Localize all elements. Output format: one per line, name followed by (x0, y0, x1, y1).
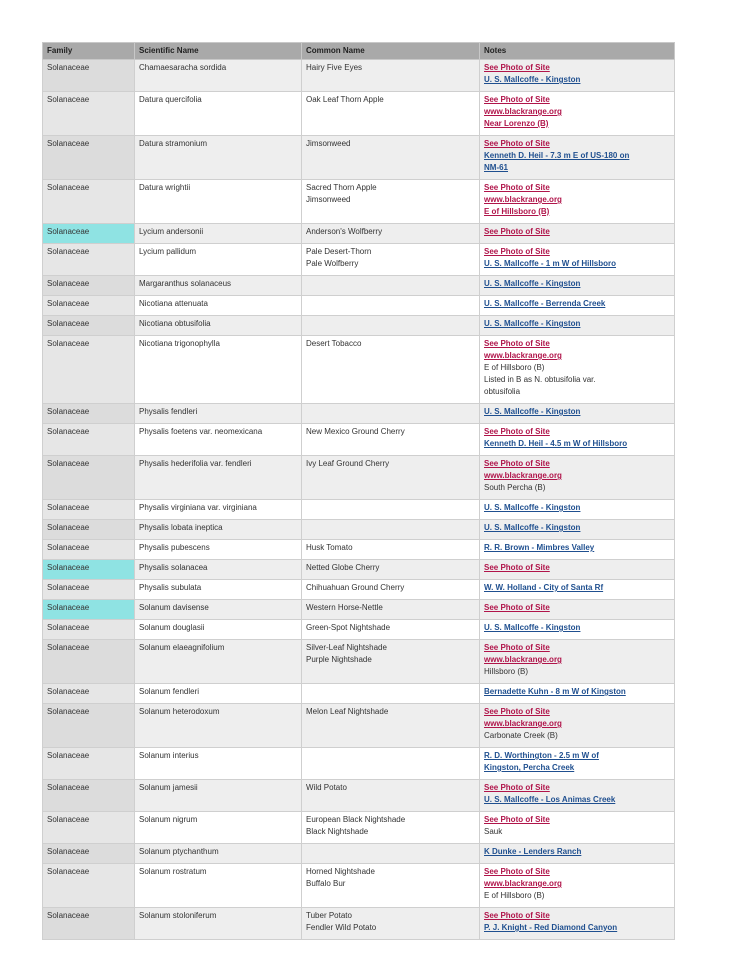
family-cell: Solanaceae (43, 704, 135, 748)
table-row (43, 296, 675, 316)
scientific-name: Datura wrightii (139, 183, 191, 192)
common-name-cell (302, 92, 480, 136)
common-name: Chihuahuan Ground Cherry (306, 583, 405, 592)
family-cell: Solanaceae (43, 404, 135, 424)
note-link[interactable]: See Photo of Site (484, 815, 550, 824)
note-link[interactable]: See Photo of Site (484, 707, 550, 716)
common-name: Ivy Leaf Ground Cherry (306, 459, 390, 468)
common-name-cell (302, 864, 480, 908)
common-name: Hairy Five Eyes (306, 63, 363, 72)
common-name-cell (302, 276, 480, 296)
note-text: E of Hillsboro (B) (484, 363, 545, 372)
common-name-cell (302, 520, 480, 540)
common-name: Pale Wolfberry (306, 259, 359, 268)
table-row (43, 404, 675, 424)
common-name: Fendler Wild Potato (306, 923, 377, 932)
table-row (43, 580, 675, 600)
family-cell: Solanaceae (43, 92, 135, 136)
table-row (43, 500, 675, 520)
scientific-name: Solanum stoloniferum (139, 911, 217, 920)
note-text: E of Hillsboro (B) (484, 891, 545, 900)
table-row (43, 844, 675, 864)
family-cell: Solanaceae (43, 780, 135, 812)
table-row (43, 336, 675, 404)
common-name: Sacred Thorn Apple (306, 183, 377, 192)
family-cell: Solanaceae (43, 424, 135, 456)
table-row (43, 540, 675, 560)
notes-cell (480, 812, 675, 844)
table-row (43, 244, 675, 276)
common-name: Oak Leaf Thorn Apple (306, 95, 384, 104)
table-row (43, 600, 675, 620)
note-link[interactable]: U. S. Mallcoffe - Kingston (484, 407, 581, 416)
notes-cell (480, 780, 675, 812)
note-link[interactable]: K Dunke - Lenders Ranch (484, 847, 582, 856)
table-row (43, 640, 675, 684)
common-name: Husk Tomato (306, 543, 353, 552)
table-row (43, 180, 675, 224)
table-row (43, 276, 675, 296)
common-name-cell (302, 780, 480, 812)
family-cell: Solanaceae (43, 748, 135, 780)
note-text: Carbonate Creek (B) (484, 731, 558, 740)
common-name: Horned Nightshade (306, 867, 375, 876)
common-name: Tuber Potato (306, 911, 352, 920)
scientific-name-cell (135, 136, 302, 180)
note-link[interactable]: U. S. Mallcoffe - 1 m W of Hillsboro (484, 259, 617, 268)
common-name: Wild Potato (306, 783, 347, 792)
scientific-name-cell (135, 456, 302, 500)
common-name-cell (302, 908, 480, 940)
notes-cell (480, 60, 675, 92)
scientific-name-cell (135, 704, 302, 748)
note-link[interactable]: R. D. Worthington - 2.5 m W of (484, 751, 599, 760)
scientific-name-cell (135, 540, 302, 560)
note-link[interactable]: www.blackrange.org (484, 107, 562, 116)
common-name-cell (302, 180, 480, 224)
common-name-cell (302, 244, 480, 276)
scientific-name: Lycium andersonii (139, 227, 204, 236)
note-link[interactable]: P. J. Knight - Red Diamond Canyon (484, 923, 618, 932)
note-link[interactable]: Kingston, Percha Creek (484, 763, 575, 772)
table-row (43, 520, 675, 540)
scientific-name-cell (135, 500, 302, 520)
scientific-name-cell (135, 180, 302, 224)
common-name: Melon Leaf Nightshade (306, 707, 389, 716)
family-cell: Solanaceae (43, 136, 135, 180)
family-cell: Solanaceae (43, 540, 135, 560)
common-name-cell (302, 456, 480, 500)
family-cell: Solanaceae (43, 620, 135, 640)
notes-cell (480, 580, 675, 600)
note-link[interactable]: See Photo of Site (484, 227, 550, 236)
common-name-cell (302, 600, 480, 620)
common-name-cell (302, 748, 480, 780)
note-link[interactable]: www.blackrange.org (484, 195, 562, 204)
note-link[interactable]: See Photo of Site (484, 643, 550, 652)
family-cell: Solanaceae (43, 456, 135, 500)
note-text: Sauk (484, 827, 503, 836)
header-row (43, 43, 675, 60)
scientific-name-cell (135, 224, 302, 244)
note-link[interactable]: R. R. Brown - Mimbres Valley (484, 543, 595, 552)
family-cell: Solanaceae (43, 844, 135, 864)
scientific-name-cell (135, 296, 302, 316)
note-link[interactable]: www.blackrange.org (484, 655, 562, 664)
scientific-name: Physalis hederifolia var. fendleri (139, 459, 252, 468)
common-name: Desert Tobacco (306, 339, 362, 348)
table-row (43, 560, 675, 580)
common-name-cell (302, 296, 480, 316)
notes-cell (480, 180, 675, 224)
note-link[interactable]: U. S. Mallcoffe - Kingston (484, 523, 581, 532)
note-link[interactable]: www.blackrange.org (484, 879, 562, 888)
scientific-name: Chamaesaracha sordida (139, 63, 227, 72)
scientific-name: Solanum jamesii (139, 783, 198, 792)
scientific-name-cell (135, 620, 302, 640)
scientific-name: Solanum elaeagnifolium (139, 643, 225, 652)
note-link[interactable]: www.blackrange.org (484, 471, 562, 480)
note-link[interactable]: See Photo of Site (484, 63, 550, 72)
common-name-cell (302, 60, 480, 92)
note-link[interactable]: W. W. Holland - City of Santa Rf (484, 583, 604, 592)
note-link[interactable]: U. S. Mallcoffe - Kingston (484, 319, 581, 328)
table-row (43, 136, 675, 180)
common-name: European Black Nightshade (306, 815, 406, 824)
family-cell: Solanaceae (43, 276, 135, 296)
scientific-name: Solanum rostratum (139, 867, 207, 876)
note-link[interactable]: See Photo of Site (484, 183, 550, 192)
family-cell: Solanaceae (43, 180, 135, 224)
common-name-cell (302, 844, 480, 864)
common-name-cell (302, 684, 480, 704)
note-link[interactable]: U. S. Mallcoffe - Kingston (484, 623, 581, 632)
scientific-name: Physalis fendleri (139, 407, 198, 416)
notes-cell (480, 276, 675, 296)
scientific-name-cell (135, 404, 302, 424)
table-row (43, 908, 675, 940)
notes-cell (480, 704, 675, 748)
note-link[interactable]: NM-61 (484, 163, 509, 172)
common-name-cell (302, 316, 480, 336)
notes-cell (480, 404, 675, 424)
table-row (43, 704, 675, 748)
note-link[interactable]: U. S. Mallcoffe - Kingston (484, 279, 581, 288)
common-name-cell (302, 424, 480, 456)
scientific-name-cell (135, 640, 302, 684)
scientific-name-cell (135, 580, 302, 600)
family-cell: Solanaceae (43, 640, 135, 684)
note-link[interactable]: See Photo of Site (484, 339, 550, 348)
common-name-cell (302, 620, 480, 640)
note-link[interactable]: U. S. Mallcoffe - Kingston (484, 503, 581, 512)
family-cell: Solanaceae (43, 580, 135, 600)
scientific-name: Physalis pubescens (139, 543, 210, 552)
scientific-name-cell (135, 316, 302, 336)
notes-cell (480, 844, 675, 864)
scientific-name: Solanum nigrum (139, 815, 198, 824)
note-link[interactable]: See Photo of Site (484, 911, 550, 920)
table-row (43, 780, 675, 812)
common-name: Jimsonweed (306, 139, 351, 148)
common-name: Jimsonweed (306, 195, 351, 204)
notes-cell (480, 500, 675, 520)
notes-cell (480, 316, 675, 336)
family-cell: Solanaceae (43, 520, 135, 540)
notes-cell (480, 296, 675, 316)
table-row (43, 424, 675, 456)
scientific-name: Solanum heterodoxum (139, 707, 220, 716)
common-name: Buffalo Bur (306, 879, 346, 888)
common-name: Black Nightshade (306, 827, 369, 836)
scientific-name: Physalis solanacea (139, 563, 208, 572)
scientific-name-cell (135, 844, 302, 864)
common-name: Pale Desert-Thorn (306, 247, 372, 256)
family-cell: Solanaceae (43, 864, 135, 908)
common-name-cell (302, 704, 480, 748)
table-row (43, 748, 675, 780)
note-link[interactable]: See Photo of Site (484, 867, 550, 876)
note-link[interactable]: U. S. Mallcoffe - Berrenda Creek (484, 299, 606, 308)
scientific-name-cell (135, 600, 302, 620)
table-row (43, 456, 675, 500)
note-link[interactable]: See Photo of Site (484, 459, 550, 468)
note-link[interactable]: Near Lorenzo (B) (484, 119, 549, 128)
notes-cell (480, 908, 675, 940)
common-name-cell (302, 136, 480, 180)
note-text: obtusifolia (484, 387, 521, 396)
notes-cell (480, 92, 675, 136)
table-body (43, 60, 675, 940)
notes-cell (480, 136, 675, 180)
scientific-name-cell (135, 908, 302, 940)
notes-cell (480, 456, 675, 500)
scientific-name: Physalis foetens var. neomexicana (139, 427, 263, 436)
scientific-name: Nicotiana attenuata (139, 299, 208, 308)
family-cell: Solanaceae (43, 500, 135, 520)
notes-cell (480, 336, 675, 404)
family-cell: Solanaceae (43, 224, 135, 244)
common-name-cell (302, 540, 480, 560)
table-row (43, 620, 675, 640)
scientific-name: Physalis lobata ineptica (139, 523, 223, 532)
common-name-cell (302, 580, 480, 600)
table-row (43, 316, 675, 336)
common-name: New Mexico Ground Cherry (306, 427, 405, 436)
note-text: Hillsboro (B) (484, 667, 529, 676)
note-link[interactable]: E of Hillsboro (B) (484, 207, 550, 216)
note-link[interactable]: See Photo of Site (484, 139, 550, 148)
notes-cell (480, 520, 675, 540)
scientific-name-cell (135, 560, 302, 580)
family-cell: Solanaceae (43, 812, 135, 844)
common-name-cell (302, 812, 480, 844)
scientific-name-cell (135, 520, 302, 540)
scientific-name: Solanum interius (139, 751, 199, 760)
family-cell: Solanaceae (43, 60, 135, 92)
scientific-name: Solanum douglasii (139, 623, 205, 632)
notes-cell (480, 224, 675, 244)
table-row (43, 60, 675, 92)
notes-cell (480, 540, 675, 560)
common-name: Anderson's Wolfberry (306, 227, 383, 236)
common-name-cell (302, 336, 480, 404)
scientific-name: Nicotiana obtusifolia (139, 319, 211, 328)
note-link[interactable]: See Photo of Site (484, 427, 550, 436)
plant-table (42, 42, 675, 940)
family-cell: Solanaceae (43, 244, 135, 276)
family-cell: Solanaceae (43, 316, 135, 336)
notes-cell (480, 560, 675, 580)
common-name-cell (302, 560, 480, 580)
note-link[interactable]: Kenneth D. Heil - 7.3 m E of US-180 on (484, 151, 630, 160)
common-name-cell (302, 640, 480, 684)
scientific-name: Datura stramonium (139, 139, 208, 148)
scientific-name-cell (135, 276, 302, 296)
scientific-name: Margaranthus solanaceus (139, 279, 232, 288)
scientific-name-cell (135, 60, 302, 92)
table-row (43, 224, 675, 244)
note-link[interactable]: www.blackrange.org (484, 719, 562, 728)
scientific-name: Datura quercifolia (139, 95, 202, 104)
family-cell: Solanaceae (43, 336, 135, 404)
common-name: Silver-Leaf Nightshade (306, 643, 387, 652)
notes-cell (480, 684, 675, 704)
family-cell: Solanaceae (43, 296, 135, 316)
table-row (43, 684, 675, 704)
note-link[interactable]: www.blackrange.org (484, 351, 562, 360)
scientific-name: Physalis subulata (139, 583, 202, 592)
common-name-cell (302, 404, 480, 424)
notes-cell (480, 640, 675, 684)
notes-cell (480, 244, 675, 276)
common-name-cell (302, 224, 480, 244)
scientific-name-cell (135, 748, 302, 780)
note-link[interactable]: Kenneth D. Heil - 4.5 m W of Hillsboro (484, 439, 628, 448)
table-row (43, 864, 675, 908)
common-name: Netted Globe Cherry (306, 563, 380, 572)
notes-cell (480, 748, 675, 780)
scientific-name: Solanum davisense (139, 603, 209, 612)
note-link[interactable]: Bernadette Kuhn - 8 m W of Kingston (484, 687, 626, 696)
header-scientific-name: Scientific Name (135, 43, 302, 60)
table-row (43, 92, 675, 136)
note-text: South Percha (B) (484, 483, 546, 492)
common-name: Purple Nightshade (306, 655, 372, 664)
scientific-name: Solanum fendleri (139, 687, 200, 696)
common-name: Western Horse-Nettle (306, 603, 383, 612)
scientific-name: Nicotiana trigonophylla (139, 339, 220, 348)
family-cell: Solanaceae (43, 600, 135, 620)
scientific-name-cell (135, 336, 302, 404)
scientific-name-cell (135, 92, 302, 136)
header-notes: Notes (480, 43, 675, 60)
common-name: Green-Spot Nightshade (306, 623, 391, 632)
note-link[interactable]: U. S. Mallcoffe - Kingston (484, 75, 581, 84)
scientific-name-cell (135, 780, 302, 812)
family-cell: Solanaceae (43, 684, 135, 704)
note-link[interactable]: See Photo of Site (484, 603, 550, 612)
notes-cell (480, 424, 675, 456)
scientific-name-cell (135, 244, 302, 276)
note-link[interactable]: U. S. Mallcoffe - Los Animas Creek (484, 795, 616, 804)
note-link[interactable]: See Photo of Site (484, 95, 550, 104)
notes-cell (480, 864, 675, 908)
family-cell: Solanaceae (43, 908, 135, 940)
table-row (43, 812, 675, 844)
note-link[interactable]: See Photo of Site (484, 783, 550, 792)
scientific-name-cell (135, 684, 302, 704)
header-common-name: Common Name (302, 43, 480, 60)
scientific-name-cell (135, 812, 302, 844)
notes-cell (480, 600, 675, 620)
scientific-name: Physalis virginiana var. virginiana (139, 503, 257, 512)
scientific-name: Solanum ptychanthum (139, 847, 219, 856)
family-cell: Solanaceae (43, 560, 135, 580)
scientific-name: Lycium pallidum (139, 247, 197, 256)
note-link[interactable]: See Photo of Site (484, 247, 550, 256)
scientific-name-cell (135, 864, 302, 908)
header-family: Family (43, 43, 135, 60)
note-text: Listed in B as N. obtusifolia var. (484, 375, 596, 384)
common-name-cell (302, 500, 480, 520)
notes-cell (480, 620, 675, 640)
note-link[interactable]: See Photo of Site (484, 563, 550, 572)
scientific-name-cell (135, 424, 302, 456)
